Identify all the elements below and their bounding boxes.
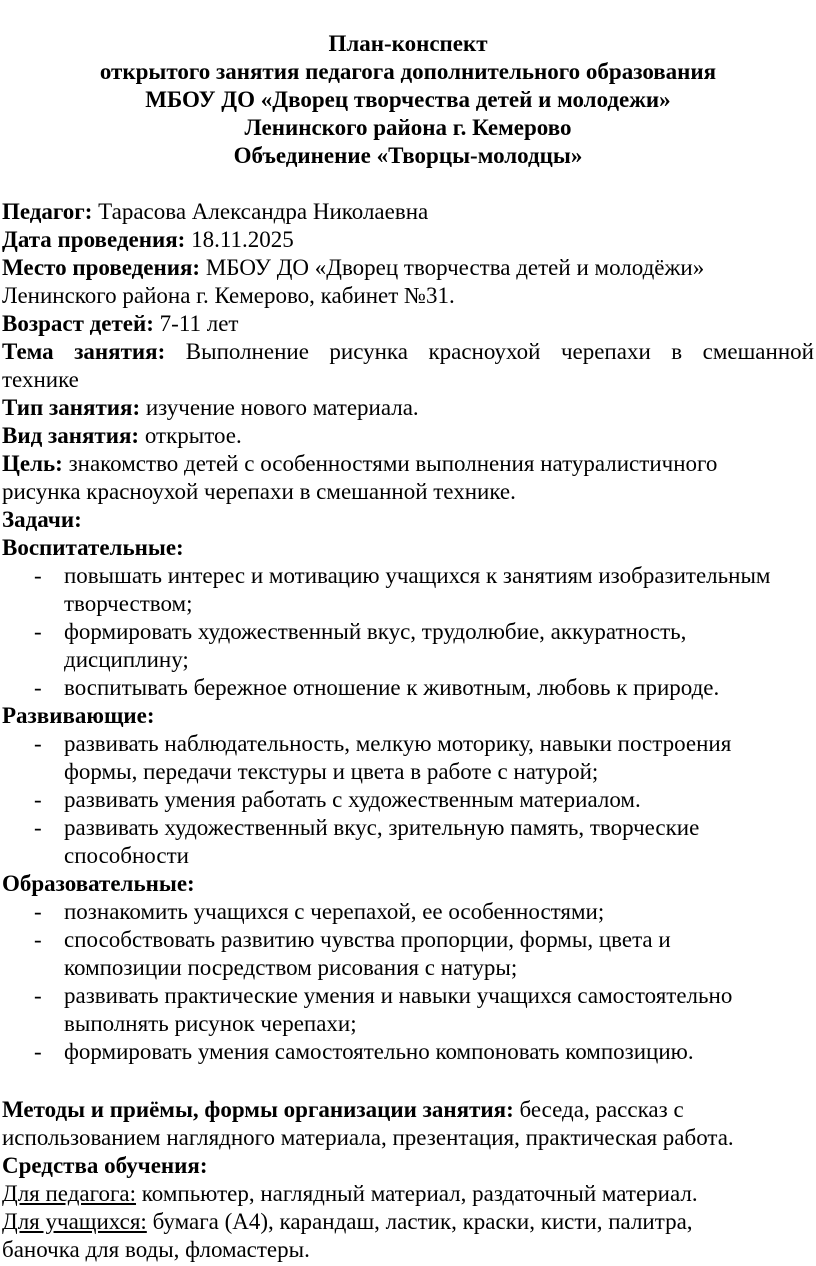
list-item-text: творчеством; — [64, 591, 193, 616]
list-item-text: развивать наблюдательность, мелкую моторику, навыки построения — [64, 731, 732, 756]
bullet-dash: - — [34, 815, 42, 840]
date-label: Дата проведения: — [2, 227, 186, 252]
teacher-line — [2, 198, 814, 226]
list-item-text: формировать художественный вкус, трудолюбие, аккуратность, — [64, 619, 687, 644]
bullet-dash: - — [34, 899, 42, 924]
list-item-text: повышать интерес и мотивацию учащихся к занятиям изобразительным — [64, 563, 771, 588]
topic-label-word: занятия: — [74, 339, 166, 364]
bullet-dash: - — [34, 787, 42, 812]
bullet-dash: - — [34, 675, 42, 700]
tools-teacher-label: Для педагога: — [2, 1181, 137, 1206]
date-value: 18.11.2025 — [185, 227, 294, 252]
list-item-text: развивать практические умения и навыки учащихся самостоятельно — [64, 983, 733, 1008]
topic-label-word: Тема — [2, 339, 54, 364]
age-value: 7-11 лет — [153, 311, 239, 336]
kind-label: Вид занятия: — [2, 423, 140, 448]
list-item-text: способствовать развитию чувства пропорции, формы, цвета и — [64, 927, 671, 952]
doc-subtitle-line: Объединение «Творцы-молодцы» — [233, 143, 583, 168]
developing-title: Развивающие: — [2, 703, 155, 728]
tools-teacher-line — [2, 1180, 814, 1208]
list-item-text: дисциплину; — [64, 647, 189, 672]
list-item-text: развивать художественный вкус, зрительную память, творческие — [64, 815, 700, 840]
age-line — [2, 310, 814, 338]
list-item-text: формировать умения самостоятельно компоновать композицию. — [64, 1039, 694, 1064]
topic-word: в — [671, 339, 683, 364]
doc-subtitle-line: Ленинского района г. Кемерово — [244, 115, 572, 140]
topic-word: черепахи — [560, 339, 651, 364]
topic-line — [2, 338, 814, 366]
bullet-dash: - — [34, 983, 42, 1008]
goal-label: Цель: — [2, 451, 63, 476]
list-item-text: формы, передачи текстуры и цвета в работе с натурой; — [64, 759, 599, 784]
goal-value: знакомство детей с особенностями выполнения натуралистичного — [62, 451, 718, 476]
type-label: Тип занятия: — [2, 395, 141, 420]
educational-title: Воспитательные: — [2, 535, 184, 560]
doc-title: План-конспект — [328, 31, 488, 56]
methods-value: беседа, рассказ с — [513, 1097, 684, 1122]
tools-students-line — [2, 1208, 814, 1236]
topic-word: Выполнение — [185, 339, 309, 364]
bullet-dash: - — [34, 927, 42, 952]
methods-line-2: использованием наглядного материала, презентация, практическая работа. — [2, 1125, 734, 1150]
bullet-dash: - — [34, 731, 42, 756]
list-item-text: композиции посредством рисования с натуры; — [64, 955, 518, 980]
goal-line-2: рисунка красноухой черепахи в смешанной технике. — [2, 479, 516, 504]
list-item-text: познакомить учащихся с черепахой, ее особенностями; — [64, 899, 605, 924]
topic-word: рисунка — [329, 339, 408, 364]
goal-line — [2, 450, 814, 478]
list-item-text: выполнять рисунок черепахи; — [64, 1011, 357, 1036]
place-line-2: Ленинского района г. Кемерово, кабинет №31. — [2, 283, 455, 308]
list-item-text: развивать умения работать с художественным материалом. — [64, 787, 641, 812]
training-title: Образовательные: — [2, 871, 195, 896]
tasks-title: Задачи: — [2, 507, 82, 532]
bullet-dash: - — [34, 1039, 42, 1064]
methods-label: Методы и приёмы, формы организации занятия: — [2, 1097, 514, 1122]
type-line — [2, 394, 814, 422]
doc-subtitle-line: открытого занятия педагога дополнительного образования — [99, 59, 717, 84]
tools-students-line-2: баночка для воды, фломастеры. — [2, 1237, 310, 1262]
tools-students-value: бумага (А4), карандаш, ластик, краски, кисти, палитра, — [146, 1209, 693, 1234]
tools-title: Средства обучения: — [2, 1153, 208, 1178]
kind-line — [2, 422, 814, 450]
kind-value: открытое. — [139, 423, 242, 448]
topic-word: смешанной — [702, 339, 814, 364]
topic-line-2: технике — [2, 367, 79, 392]
bullet-dash: - — [34, 563, 42, 588]
list-item-text: способности — [64, 843, 189, 868]
place-label: Место проведения: — [2, 255, 201, 280]
place-line — [2, 254, 814, 282]
tools-teacher-value: компьютер, наглядный материал, раздаточный материал. — [136, 1181, 698, 1206]
tools-students-label: Для учащихся: — [2, 1209, 147, 1234]
topic-word: красноухой — [428, 339, 541, 364]
methods-line — [2, 1096, 814, 1124]
teacher-value: Тарасова Александра Николаевна — [92, 199, 429, 224]
date-line — [2, 226, 814, 254]
doc-subtitle-line: МБОУ ДО «Дворец творчества детей и молодежи» — [145, 87, 671, 112]
age-label: Возраст детей: — [2, 311, 154, 336]
list-item-text: воспитывать бережное отношение к животным, любовь к природе. — [64, 675, 720, 700]
teacher-label: Педагог: — [2, 199, 93, 224]
bullet-dash: - — [34, 619, 42, 644]
place-value: МБОУ ДО «Дворец творчества детей и молодёжи» — [200, 255, 705, 280]
type-value: изучение нового материала. — [140, 395, 419, 420]
